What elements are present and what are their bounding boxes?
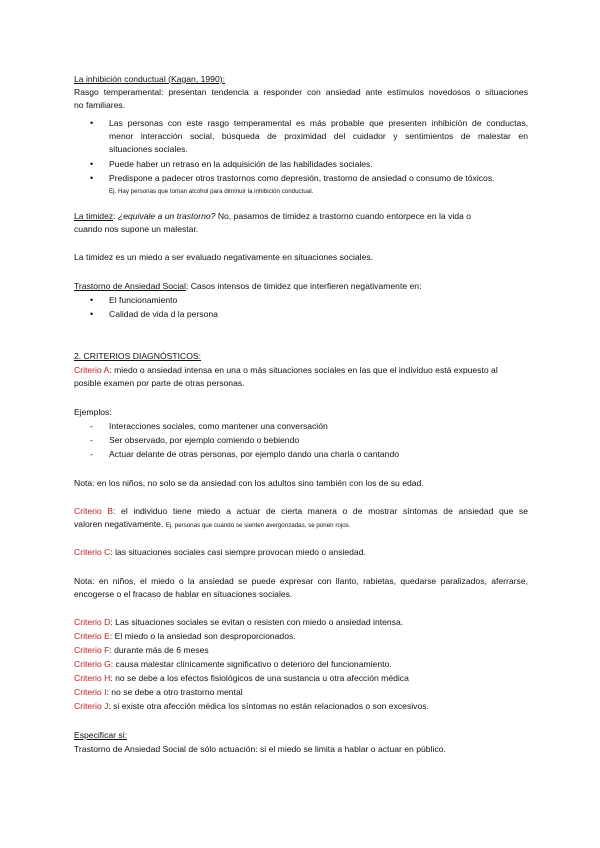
inhibicion-heading: La inhibición conductual (Kagan, 1990): xyxy=(74,74,225,84)
criterio-a-label: Criterio A xyxy=(74,365,110,375)
especificar-text: Trastorno de Ansiedad Social de sólo actuación: si el miedo se limita a hablar o actuar en público. xyxy=(74,744,446,754)
criterio-j-text: : si existe otra afección médica los síntomas no están relacionados o son excesivos. xyxy=(108,701,429,711)
especificar-heading: Especificar si: xyxy=(74,730,128,740)
tas-item: • El funcionamiento xyxy=(109,295,528,306)
criterio-i xyxy=(74,687,528,698)
ejemplo-item: - Ser observado, por ejemplo comiendo o bebiendo xyxy=(109,435,528,446)
criterio-j-label: Criterio J xyxy=(74,701,109,711)
inhibicion-bullet-cont: menor interacción social, búsqueda de proximidad del cuidador y sentimientos de malestar en xyxy=(109,131,528,141)
criterio-c-text: : las situaciones sociales casi siempre provocan miedo o ansiedad. xyxy=(110,547,366,557)
criterio-a-text: : miedo o ansiedad intensa en una o más situaciones sociales en las que el individuo está expuesto al xyxy=(109,365,498,375)
criterio-e xyxy=(74,631,528,642)
inhibicion-bullet: • Las personas con este rasgo temperamental es más probable que presenten inhibición de conductas, xyxy=(109,118,528,129)
tas-label: Trastorno de Ansiedad Social xyxy=(74,281,186,291)
nota-ninos-2: Nota: en niños, el miedo o la ansiedad se puede expresar con llanto, rabietas, quedarse paralizados, aferrarse, xyxy=(74,576,528,586)
inhibicion-bullet-cont: situaciones sociales. xyxy=(109,144,188,154)
criterio-a-cont: posible examen por parte de otras personas. xyxy=(74,378,245,388)
criterio-f-label: Criterio F xyxy=(74,645,110,655)
criterio-f-text: : durante más de 6 meses xyxy=(109,645,209,655)
criterio-e-label: Criterio E xyxy=(74,631,110,641)
criterio-e-text: : El miedo o la ansiedad son desproporcionados. xyxy=(109,631,296,641)
criterio-b-label: Criterio B xyxy=(74,506,114,516)
timidez-answer: No, pasamos de timidez a trastorno cuando entorpece en la vida o xyxy=(217,211,472,221)
tas-text: : Casos intensos de timidez que interfieren negativamente en: xyxy=(185,281,422,291)
inhibicion-bullet: • Puede haber un retraso en la adquisición de las habilidades sociales. xyxy=(109,159,528,170)
nota-ninos: Nota: en los niños, no solo se da ansiedad con los adultos sino también con los de su edad. xyxy=(74,478,424,488)
timidez-paragraph xyxy=(74,211,528,222)
criterio-b-text-cont: valoren negativamente. xyxy=(74,519,164,529)
ejemplos-label: Ejemplos: xyxy=(74,407,112,417)
criterio-b xyxy=(74,506,528,517)
criterio-i-label: Criterio I xyxy=(74,687,107,697)
criterio-b-example: Ej. personas que cuando se sienten avergonzadas, se ponen rojos. xyxy=(165,522,351,529)
timidez-answer-cont: cuando nos supone un malestar. xyxy=(74,224,199,234)
ejemplo-item: - Interacciones sociales, como mantener una conversación xyxy=(109,421,528,432)
criterio-h-text: : no se debe a los efectos fisiológicos de una sustancia u otra afección médica xyxy=(110,673,409,683)
criterio-j xyxy=(74,701,528,712)
criterio-h-label: Criterio H xyxy=(74,673,111,683)
criterios-heading: 2. CRITERIOS DIAGNÓSTICOS: xyxy=(74,351,202,361)
criterio-h xyxy=(74,673,528,684)
criterio-c xyxy=(74,547,528,558)
criterio-d xyxy=(74,617,528,628)
rasgo-text-cont: no familiares. xyxy=(74,100,126,110)
criterio-i-text: : no se debe a otro trastorno mental xyxy=(106,687,243,697)
timidez-label: La timidez xyxy=(74,211,114,221)
criterio-g xyxy=(74,659,528,670)
criterio-b-cont xyxy=(74,519,528,531)
timidez-colon: : xyxy=(113,211,116,221)
ejemplo-item: - Actuar delante de otras personas, por ejemplo dando una charla o cantando xyxy=(109,449,528,460)
tas-item: • Calidad de vida d la persona xyxy=(109,309,528,320)
tas-paragraph xyxy=(74,281,528,292)
criterio-g-text: : causa malestar clínicamente significativo o deterioro del funcionamiento. xyxy=(110,659,392,669)
criterio-c-label: Criterio C xyxy=(74,547,111,557)
criterio-d-label: Criterio D xyxy=(74,617,111,627)
rasgo-text: Rasgo temperamental: presentan tendencia a responder con ansiedad ante estímulos novedosos o situaciones xyxy=(74,87,528,97)
timidez-definition: La timidez es un miedo a ser evaluado negativamente en situaciones sociales. xyxy=(74,252,374,262)
criterio-b-text: : el individuo tiene miedo a actuar de cierta manera o de mostrar síntomas de ansiedad que se xyxy=(113,506,528,516)
nota-ninos-2-cont: encogerse o el fracaso de hablar en situaciones sociales. xyxy=(74,589,293,599)
criterio-f xyxy=(74,645,528,656)
criterio-a xyxy=(74,365,528,376)
criterio-g-label: Criterio G xyxy=(74,659,111,669)
criterio-d-text: : Las situaciones sociales se evitan o resisten con miedo o ansiedad intensa. xyxy=(110,617,404,627)
inhibicion-bullet: • Predispone a padecer otros trastornos como depresión, trastorno de ansiedad o consumo de tóxicos. xyxy=(109,173,528,184)
inhibicion-example: Ej. Hay personas que toman alcohol para diminuir la inhibición conductual. xyxy=(109,188,314,195)
timidez-question: ¿equivale a un trastorno? xyxy=(117,211,216,221)
